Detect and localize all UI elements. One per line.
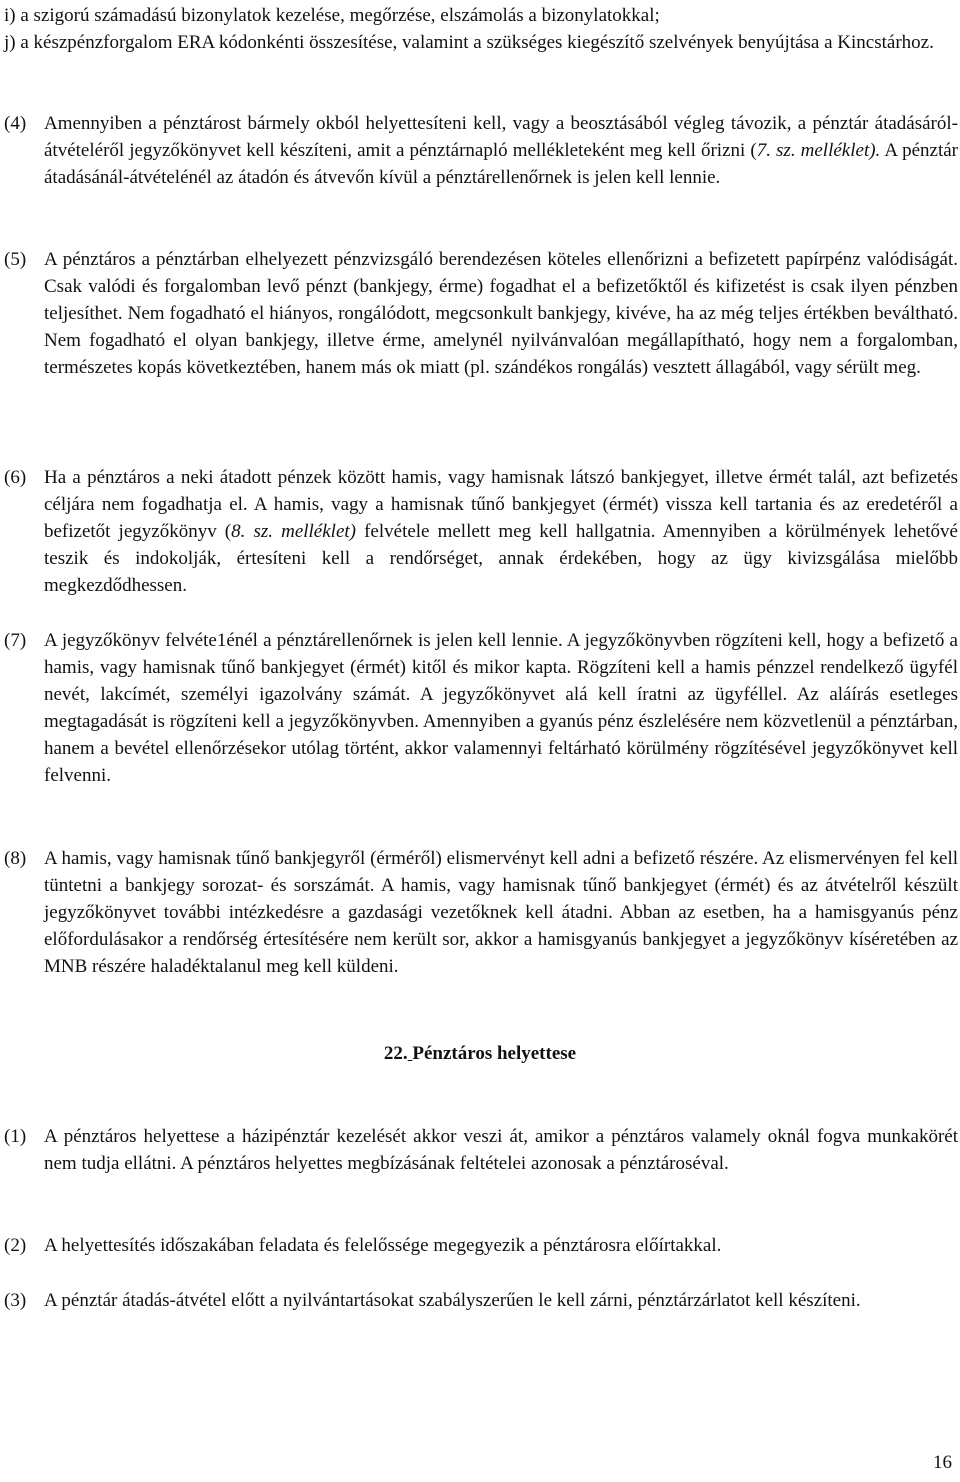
paragraph-text: A pénztáros a pénztárban elhelyezett pénzvizsgáló berendezésen köteles ellenőrizni a befizetett papírpénz valódiságát. Csak valódi és forgalomban levő pénzt (bankjegy, érme) fogadhat el a befizetőktől és kifizetést is csak ilyen pénzben teljesíthet. Nem fogadható el hiányos, rongálódott, megcsonkult bankjegy, kivéve, ha az még teljes értékben beváltható. Nem fogadható el olyan bankjegy, illetve érme, amelynél nyilvánvalóan megállapítható, hogy nem a forgalomban, természetes kopás következtében, hanem más ok miatt (pl. szándékos rongálás) vesztett állagából, vagy sérült meg. bbox=[44, 249, 958, 378]
paragraph-text-cont: A pénztár átadásánál-átvételénél az átadón és átvevőn kívül a pénztárellenőrnek is jelen kell lennie. bbox=[44, 140, 959, 188]
paragraph-text: A jegyzőkönyv felvéte1énél a pénztárellenőrnek is jelen kell lennie. A jegyzőkönyvben rögzíteni kell, hogy a befizető a hamis, vagy hamisnak tűnő bankjegyet (érmét) kitől és mikor kapta. Rögzíteni kell a hamis pénzzel rendelkező ügyfél nevét, lakcímét, személyi igazolvány számát. A jegyzőkönyvet alá kell íratni az ügyféllel. Az aláírás esetleges megtagadását is rögzíteni kell a jegyzőkönyvben. Amennyiben a gyanús pénz észlelésére nem közvetlenül a pénztárban, hanem a bevétel ellenőrzésekor utólag történt, akkor valamennyi feltárható körülmény rögzítésével jegyzőkönyvet kell felvenni. bbox=[44, 630, 958, 786]
list-item-text: i) a szigorú számadású bizonylatok kezelése, megőrzése, elszámolás a bizonylatokkal; bbox=[4, 5, 660, 26]
paragraph-number: (3) bbox=[4, 1290, 27, 1311]
paragraph-6 bbox=[0, 464, 958, 599]
paragraph-text: A pénztáros helyettese a házipénztár kezelését akkor veszi át, amikor a pénztáros valamely oknál fogva munkakörét nem tudja ellátni. A pénztáros helyettes megbízásának feltételei azonosak a pénztároséval. bbox=[44, 1126, 958, 1174]
list-item-j bbox=[0, 29, 958, 56]
paragraph-8 bbox=[0, 845, 958, 980]
paragraph-text: A hamis, vagy hamisnak tűnő bankjegyről (érméről) elismervényt kell adni a befizető részére. Az elismervényen fel kell tüntetni a bankjegy sorozat- és sorszámát. A hamis, vagy hamisnak tűnő bankjegyet (érmét) és az átvételről készült jegyzőkönyvet további intézkedésre a gazdasági vezetőknek kell átadni. Abban az esetben, ha a hamisgyanús pénz előfordulásakor a rendőrség értesítésére nem került sor, akkor a hamisgyanús bankjegyet a jegyzőkönyv kíséretében az MNB részére haladéktalanul meg kell küldeni. bbox=[44, 848, 958, 977]
paragraph-text: Ha a pénztáros a neki átadott pénzek között hamis, vagy hamisnak látszó bankjegyet, illetve érmét talál, azt befizetés céljára nem fogadhatja el. A hamis, vagy a hamisnak tűnő bankjegyet (érmét) vissza kell tartania és az eredetéről a befizetőt jegyzőkönyv ( bbox=[44, 467, 958, 542]
section-title: Pénztáros helyettese bbox=[412, 1043, 577, 1064]
paragraph-number: (4) bbox=[4, 113, 27, 134]
page-number: 16 bbox=[933, 1452, 952, 1473]
paragraph-number: (7) bbox=[4, 630, 27, 651]
paragraph-text: Amennyiben a pénztárost bármely okból helyettesíteni kell, vagy a beosztásából végleg távozik, a pénztár átadásáról-átvételéről jegyzőkönyvet kell készíteni, amit a pénztárnapló mellékleteként meg kell őrizni ( bbox=[44, 113, 958, 161]
paragraph-2 bbox=[0, 1232, 958, 1259]
paragraph-number: (5) bbox=[4, 249, 27, 270]
attachment-reference: 8. sz. melléklet) bbox=[231, 521, 356, 542]
list-item-i bbox=[0, 2, 958, 29]
paragraph-number: (1) bbox=[4, 1126, 27, 1147]
paragraph-7 bbox=[0, 627, 958, 789]
section-number: 22. bbox=[383, 1043, 408, 1064]
paragraph-3 bbox=[0, 1287, 958, 1314]
paragraph-text-cont: felvétele mellett meg kell hallgatnia. Amennyiben a körülmények lehetővé teszik és indokolják, értesíteni kell a rendőrséget, annak érdekében, hogy az ügy kivizsgálása mielőbb megkezdődhessen. bbox=[44, 521, 958, 596]
paragraph-text: A helyettesítés időszakában feladata és felelőssége megegyezik a pénztárosra előírtakkal. bbox=[44, 1235, 722, 1256]
paragraph-number: (2) bbox=[4, 1235, 27, 1256]
section-heading bbox=[0, 1040, 960, 1067]
paragraph-5 bbox=[0, 246, 958, 381]
paragraph-number: (6) bbox=[4, 467, 27, 488]
list-item-text: j) a készpénzforgalom ERA kódonkénti összesítése, valamint a szükséges kiegészítő szelvények benyújtása a Kincstárhoz. bbox=[4, 32, 934, 53]
attachment-reference: 7. sz. melléklet). bbox=[756, 140, 881, 161]
paragraph-number: (8) bbox=[4, 848, 27, 869]
paragraph-4 bbox=[0, 110, 958, 191]
paragraph-1 bbox=[0, 1123, 958, 1177]
paragraph-text: A pénztár átadás-átvétel előtt a nyilvántartásokat szabályszerűen le kell zárni, pénztárzárlatot kell készíteni. bbox=[44, 1290, 861, 1311]
